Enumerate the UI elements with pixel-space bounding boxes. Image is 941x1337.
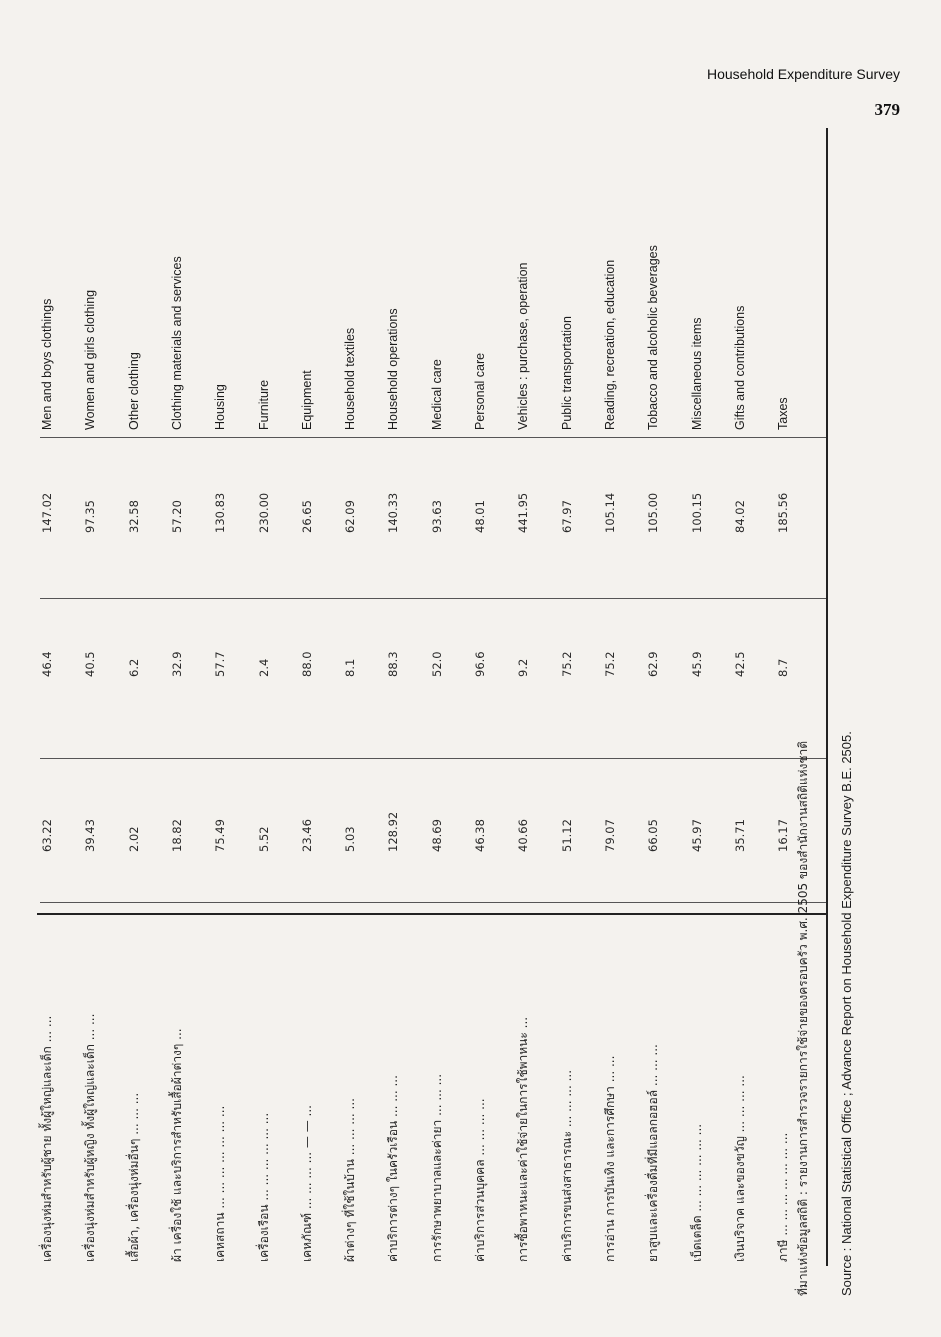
row-thai-label: เบ็ดเตล็ด ... ... ... ... ... ... [689,1123,704,1262]
row-thai-label: การซื้อพาหนะและค่าใช้จ่ายในการใช้พาหนะ ... [516,1016,531,1262]
row-value-2: 62.9 [646,651,661,677]
row-value-1: 39.43 [83,819,98,852]
row-english-label: Medical care [429,359,444,430]
row-thai-label: ภาษี ... ... ... ... ... ... ... [776,1132,791,1262]
row-english-label: Men and boys clothings [40,298,54,430]
row-value-1: 18.82 [169,819,184,852]
row-value-1: 5.52 [256,826,271,852]
row-value-2: 52.0 [429,651,444,677]
row-value-3: 26.65 [299,500,314,533]
row-value-2: 40.5 [83,651,98,677]
row-thai-label: เครื่องนุ่งห่มสำหรับผู้หญิง ทั้งผู้ใหญ่และเด็ก ... ... [83,1013,98,1262]
survey-title: Household Expenditure Survey [706,66,900,82]
row-value-1: 5.03 [343,826,358,852]
row-value-3: 97.35 [83,500,98,533]
row-value-3: 130.83 [213,492,228,533]
row-english-label: Personal care [473,352,487,430]
row-value-1: 40.66 [516,819,531,852]
row-english-label: Equipment [299,370,314,430]
row-value-2: 46.4 [40,651,54,677]
row-thai-label: เคหสถาน ... ... ... ... ... ... ... [213,1105,228,1262]
row-value-1: 46.38 [473,819,487,852]
row-value-2: 9.2 [516,658,531,677]
row-english-label: Furniture [256,379,271,430]
row-value-3: 147.02 [40,492,54,533]
row-value-2: 75.2 [602,651,617,677]
row-value-2: 8.7 [776,658,791,677]
row-value-3: 62.09 [343,500,358,533]
row-value-3: 230.00 [256,492,271,533]
row-value-2: 96.6 [473,651,487,677]
row-value-3: 48.01 [473,500,487,533]
row-value-3: 441.95 [516,492,531,533]
row-english-label: Clothing materials and services [169,256,184,430]
row-english-label: Household operations [386,308,401,430]
row-value-3: 84.02 [732,500,747,533]
row-value-3: 57.20 [169,500,184,533]
row-value-2: 75.2 [559,651,574,677]
row-thai-label: ค่าบริการต่างๆ ในครัวเรือน ... ... ... [386,1075,401,1262]
row-value-3: 105.14 [602,492,617,533]
row-value-1: 45.97 [689,819,704,852]
row-english-label: Household textiles [343,327,358,430]
row-english-label: Vehicles : purchase, operation [516,262,531,430]
row-thai-label: ผ้าต่างๆ ที่ใช้ในบ้าน ... ... ... ... [343,1098,358,1262]
row-value-2: 88.3 [386,651,401,677]
row-thai-label: เครื่องนุ่งห่มสำหรับผู้ชาย ทั้งผู้ใหญ่และเด็ก ... ... [40,1015,54,1262]
row-english-label: Other clothing [126,352,141,430]
row-value-1: 48.69 [429,819,444,852]
row-value-1: 66.05 [646,819,661,852]
row-value-3: 105.00 [646,492,661,533]
row-english-label: Tobacco and alcoholic beverages [646,245,661,430]
row-english-label: Public transportation [559,316,574,430]
row-value-3: 32.58 [126,500,141,533]
row-thai-label: ค่าบริการส่วนบุคคล ... ... ... ... [473,1098,487,1262]
row-thai-label: เคหภัณฑ์ ... ... ... ... — — ... [299,1105,314,1262]
row-english-label: Taxes [776,397,791,430]
row-value-1: 128.92 [386,811,401,852]
row-english-label: Miscellaneous items [689,317,704,430]
row-value-3: 67.97 [559,500,574,533]
source-note: Source : National Statistical Office ; Advance Report on Household Expenditure Survey B.E. 2505. [839,731,854,1296]
row-value-2: 6.2 [126,658,141,677]
row-value-2: 32.9 [169,651,184,677]
row-value-2: 42.5 [732,651,747,677]
page-number: 379 [874,100,900,119]
row-value-3: 140.33 [386,492,401,533]
row-value-1: 51.12 [559,819,574,852]
row-english-label: Housing [213,384,228,430]
row-thai-label: เสื้อผ้า, เครื่องนุ่งห่มอื่นๆ ... ... ... [126,1092,141,1262]
row-value-3: 100.15 [689,492,704,533]
row-value-2: 8.1 [343,658,358,677]
row-value-1: 35.71 [732,819,747,852]
row-thai-label: เครื่องเรือน ... ... ... ... ... ... [256,1112,271,1262]
row-value-2: 2.4 [256,658,271,677]
row-value-3: 93.63 [429,500,444,533]
row-thai-label: ยาสูบและเครื่องดื่มที่มีแอลกอฮอล์ ... ... ... [646,1044,661,1262]
row-thai-label: เงินบริจาค และของขวัญ ... ... ... ... [732,1075,747,1262]
row-thai-label: ค่าบริการขนส่งสาธารณะ ... ... ... ... [559,1069,574,1262]
row-thai-label: การอ่าน การบันเทิง และการศึกษา ... ... [602,1055,617,1262]
row-value-2: 57.7 [213,651,228,677]
row-value-1: 63.22 [40,819,54,852]
row-value-1: 75.49 [213,819,228,852]
row-english-label: Gifts and contributions [732,305,747,430]
row-value-3: 185.56 [776,492,791,533]
row-value-1: 2.02 [126,826,141,852]
row-value-2: 45.9 [689,651,704,677]
row-value-2: 88.0 [299,651,314,677]
thai-source-note: ที่มาแห่งข้อมูลสถิติ : รายงานการสำรวจรายการใช้จ่ายของครอบครัว พ.ศ. 2505 ของสำนักงานสถิติแห่งชาติ [796,740,810,1296]
row-thai-label: ผ้า เครื่องใช้ และบริการสำหรับเสื้อผ้าต่างๆ ... [169,1028,184,1262]
row-thai-label: การรักษาพยาบาลและค่ายา ... ... ... [429,1073,444,1262]
row-english-label: Women and girls clothing [83,289,98,430]
row-value-1: 16.17 [776,819,791,852]
row-english-label: Reading, recreation, education [602,259,617,430]
row-value-1: 79.07 [602,819,617,852]
row-value-1: 23.46 [299,819,314,852]
